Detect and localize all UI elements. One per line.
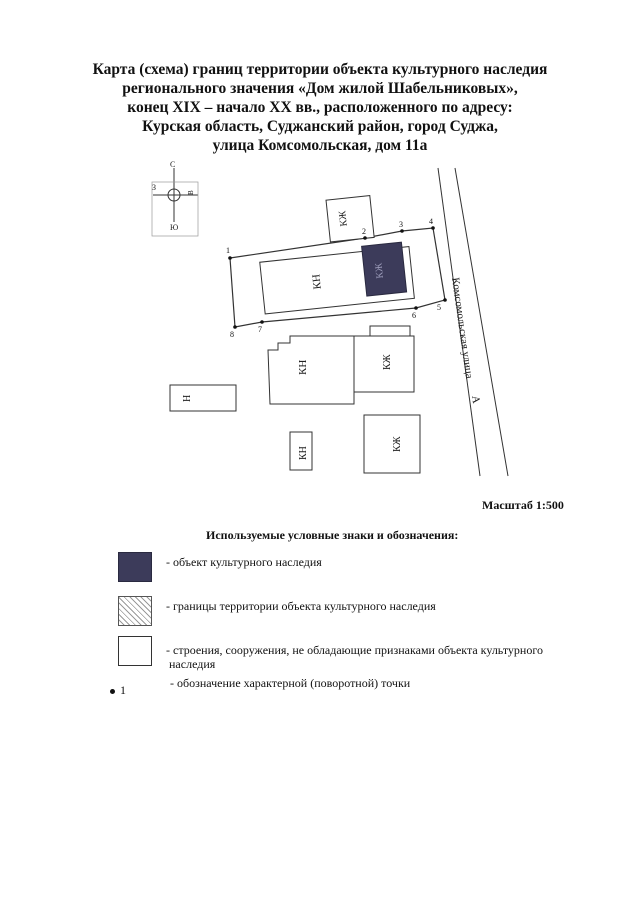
point-label-3: 3 [399,220,403,229]
building-kzh-top [326,196,374,242]
point-dot-icon [110,689,115,694]
compass-rose-icon [152,160,198,236]
site-plan-map [150,160,510,495]
legend-boundary-swatch [118,596,152,626]
legend-heritage-text: - объект культурного наследия [166,555,322,569]
point-label-6: 6 [412,311,416,320]
building-n-left [170,385,236,411]
title-line-1: Карта (схема) границ территории объекта культурного наследия [92,61,548,78]
map-scale: Масштаб 1:500 [482,498,564,512]
building-n-left-label: Н [182,394,193,402]
map-title [60,60,580,155]
point-marker-6 [414,306,418,310]
heritage-object-label: КЖ [373,262,387,280]
compass-west: З [152,183,157,192]
building-kzh-bottom [364,415,420,473]
legend-building-text [166,643,586,671]
point-marker-7 [260,320,264,324]
street-name: Комсомольская улица [449,276,476,380]
legend-building-swatch [118,636,152,666]
point-label-7: 7 [258,325,262,334]
building-kzh-mid [354,326,414,392]
point-marker-8 [233,325,237,329]
point-marker-4 [431,226,435,230]
legend-building-line-1: - строения, сооружения, не обладающие признаками объекта культурного [166,643,543,657]
compass-south: Ю [170,223,179,232]
point-label-8: 8 [230,330,234,339]
title-line-3: конец XIX – начало XX вв., расположенного по адресу: [127,99,513,116]
legend-heritage-swatch [118,552,152,582]
street-code: А [469,394,483,405]
building-kzh-top-label: КЖ [337,210,350,228]
legend-point-number: 1 [120,683,126,697]
point-label-5: 5 [437,303,441,312]
point-marker-1 [228,256,232,260]
legend-point-marker [110,683,126,698]
building-kzh-bottom-label: КЖ [392,436,403,452]
street-komsomolskaya [438,168,508,476]
title-line-2: регионального значения «Дом жилой Шабельниковых», [122,80,518,97]
building-kn-mid-label: КН [297,359,309,375]
point-marker-5 [443,298,447,302]
building-kn-bottom-label: КН [298,446,309,460]
compass-east: В [187,190,195,195]
point-label-4: 4 [429,217,433,226]
point-marker-3 [400,229,404,233]
building-kn-bottom [290,432,312,470]
title-line-4: Курская область, Суджанский район, город Суджа, [142,118,498,135]
point-label-2: 2 [362,227,366,236]
building-kn-mid [268,336,354,404]
legend-building-line-2: наследия [169,657,216,671]
point-marker-2 [363,236,367,240]
heritage-object [362,242,407,296]
building-kzh-mid-label: КЖ [382,354,393,370]
legend-boundary-text: - границы территории объекта культурного наследия [166,599,436,613]
title-line-5: улица Комсомольская, дом 11а [212,137,428,154]
legend-point-text: - обозначение характерной (поворотной) точки [170,676,411,690]
compass-north: С [170,160,176,169]
point-label-1: 1 [226,246,230,255]
legend-title: Используемые условные знаки и обозначения: [206,528,459,542]
building-kn-main-label: КН [310,273,324,290]
